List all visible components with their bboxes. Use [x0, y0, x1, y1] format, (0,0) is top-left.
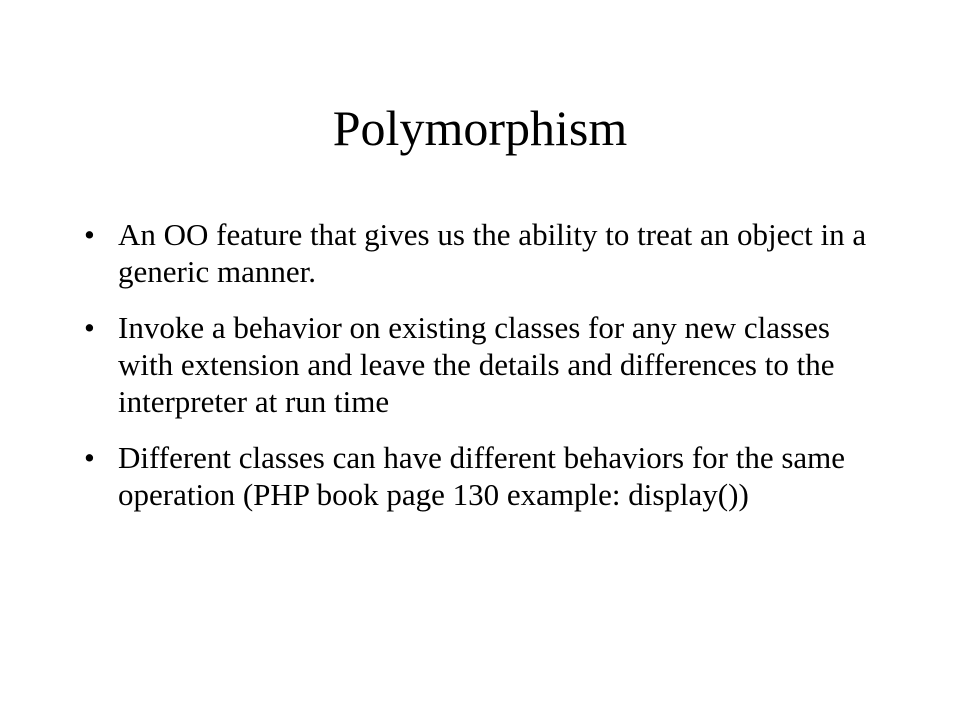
bullet-icon: • [84, 310, 95, 345]
bullet-text: Different classes can have different behaviors for the same operation (PHP book page 130 example: display()) [118, 440, 846, 512]
slide-title: Polymorphism [332, 100, 628, 156]
bullet-list [84, 216, 884, 532]
bullet-item [84, 309, 884, 420]
bullet-text: An OO feature that gives us the ability to treat an object in a generic manner. [118, 217, 867, 289]
bullet-item [84, 439, 884, 513]
bullet-icon: • [84, 440, 95, 475]
bullet-item [84, 216, 884, 290]
bullet-icon: • [84, 217, 95, 252]
bullet-text: Invoke a behavior on existing classes for any new classes with extension and leave the details and differences to the interpreter at run time [118, 310, 835, 419]
